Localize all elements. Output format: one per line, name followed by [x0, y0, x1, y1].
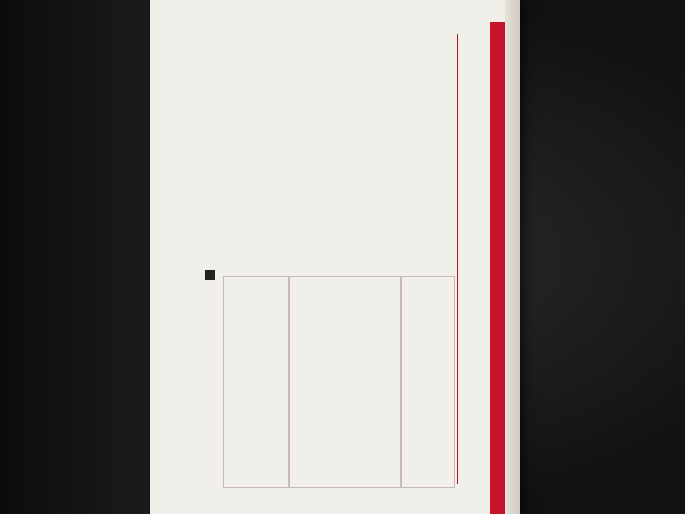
record-box-stamp [289, 276, 401, 488]
booklet-edge [505, 0, 520, 514]
section-divider [457, 34, 458, 484]
red-page-strip [490, 22, 505, 514]
record-box-next [223, 276, 289, 488]
dark-background [0, 0, 150, 514]
record-box-top [401, 276, 455, 488]
rotated-page-content [155, 30, 485, 490]
info-icon [205, 270, 215, 280]
